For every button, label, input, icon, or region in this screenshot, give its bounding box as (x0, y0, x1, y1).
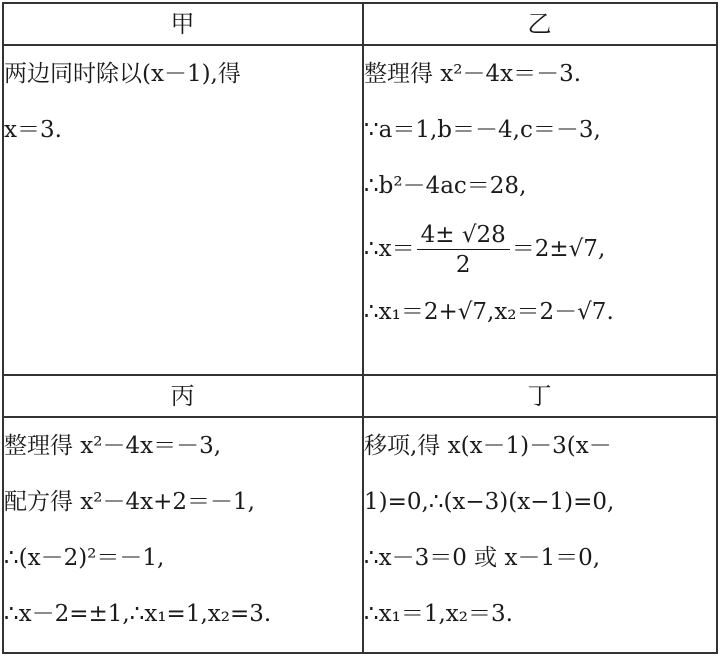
bing-line-2: 配方得 x²－4x+2＝－1, (4, 489, 255, 515)
content-row-top (3, 45, 717, 375)
yi-line-4-prefix: ∴x＝ (364, 236, 415, 262)
yi-line-1: 整理得 x²－4x＝－3. (364, 61, 582, 87)
bing-line-3: ∴(x－2)²＝－1, (4, 545, 165, 571)
bing-line-1: 整理得 x²－4x＝－3, (4, 433, 222, 459)
cell-ding (363, 417, 717, 653)
jia-line-1: 两边同时除以(x－1),得 (4, 61, 241, 87)
yi-line-4-suffix: ＝2±√7, (511, 236, 606, 262)
header-ding: 丁 (363, 375, 717, 417)
yi-line-2: ∵a＝1,b＝－4,c＝－3, (364, 117, 601, 143)
yi-line-5: ∴x₁＝2+√7,x₂＝2－√7. (364, 299, 614, 325)
ding-line-2: 1)=0,∴(x−3)(x−1)=0, (364, 489, 615, 515)
cell-yi (363, 45, 717, 375)
ding-line-3: ∴x－3＝0 或 x－1＝0, (364, 545, 601, 571)
yi-fraction-denominator: 2 (455, 251, 471, 278)
cell-bing (3, 417, 363, 653)
header-row-bottom (3, 375, 717, 417)
solutions-table (2, 2, 718, 654)
bing-line-4: ∴x－2=±1,∴x₁=1,x₂=3. (4, 601, 272, 627)
header-bing: 丙 (3, 375, 363, 417)
header-yi: 乙 (363, 3, 717, 45)
jia-line-2: x＝3. (4, 117, 62, 143)
ding-line-1: 移项,得 x(x－1)－3(x－ (364, 433, 612, 459)
cell-jia (3, 45, 363, 375)
ding-line-4: ∴x₁＝1,x₂＝3. (364, 601, 513, 627)
yi-line-3: ∴b²－4ac＝28, (364, 173, 527, 199)
yi-fraction (417, 221, 510, 278)
content-row-bottom (3, 417, 717, 653)
header-jia: 甲 (3, 3, 363, 45)
yi-fraction-numerator: 4± √28 (417, 224, 510, 250)
yi-line-4 (364, 214, 716, 284)
header-row-top (3, 3, 717, 45)
